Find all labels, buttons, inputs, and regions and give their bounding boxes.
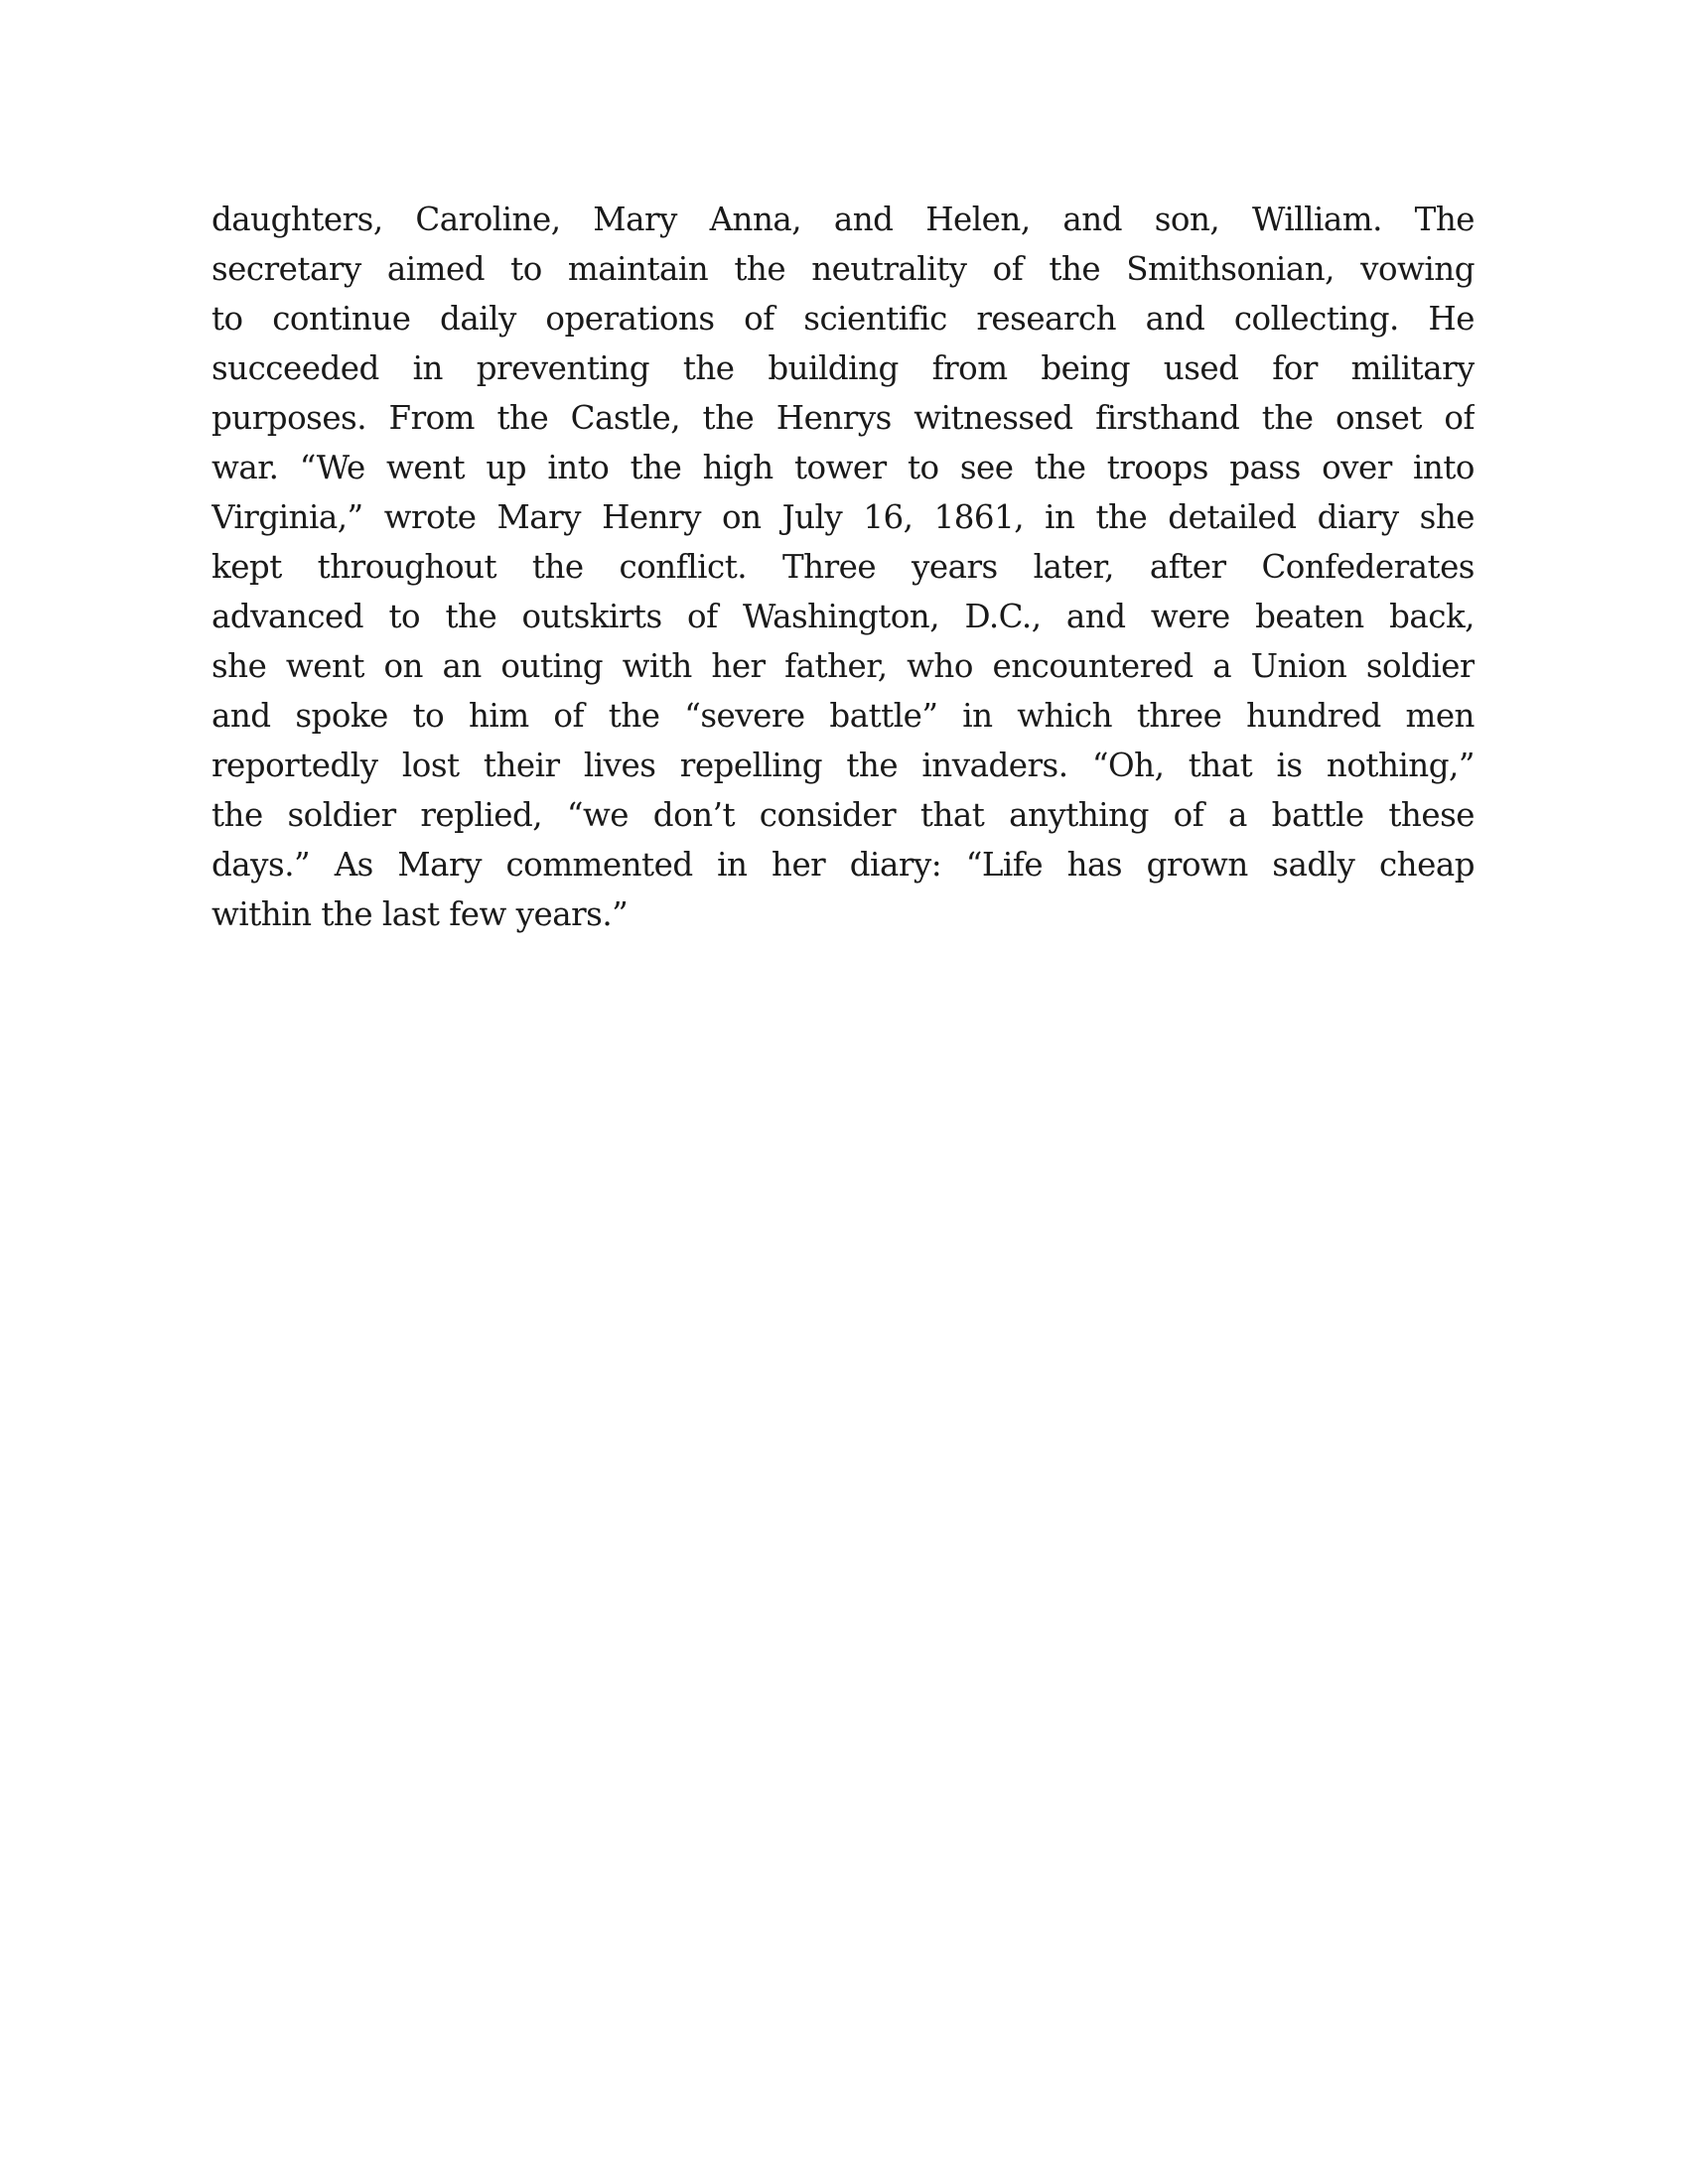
paragraph-line: war. “We went up into the high tower to see the troops pass over into	[211, 449, 1475, 486]
paragraph-line-last: within the last few years.”	[211, 895, 629, 933]
paragraph-line: purposes. From the Castle, the Henrys witnessed firsthand the onset of	[211, 399, 1475, 437]
paragraph-line: days.” As Mary commented in her diary: “Life has grown sadly cheap	[211, 846, 1475, 884]
paragraph-line: reportedly lost their lives repelling the invaders. “Oh, that is nothing,”	[211, 747, 1475, 784]
paragraph-line: secretary aimed to maintain the neutrality of the Smithsonian, vowing	[211, 250, 1475, 288]
paragraph-line: advanced to the outskirts of Washington, D.C., and were beaten back,	[211, 598, 1475, 635]
paragraph-line: to continue daily operations of scientific research and collecting. He	[211, 300, 1475, 338]
paragraph-line: the soldier replied, “we don’t consider that anything of a battle these	[211, 796, 1475, 834]
paragraph-line: Virginia,” wrote Mary Henry on July 16, 1861, in the detailed diary she	[211, 498, 1475, 536]
paragraph-line: daughters, Caroline, Mary Anna, and Helen, and son, William. The	[211, 201, 1475, 238]
paragraph-line: kept throughout the conflict. Three years later, after Confederates	[211, 548, 1475, 586]
body-paragraph	[211, 195, 1475, 939]
paragraph-line: and spoke to him of the “severe battle” in which three hundred men	[211, 697, 1475, 735]
paragraph-line: she went on an outing with her father, who encountered a Union soldier	[211, 647, 1475, 685]
paragraph-line: succeeded in preventing the building from being used for military	[211, 349, 1475, 387]
